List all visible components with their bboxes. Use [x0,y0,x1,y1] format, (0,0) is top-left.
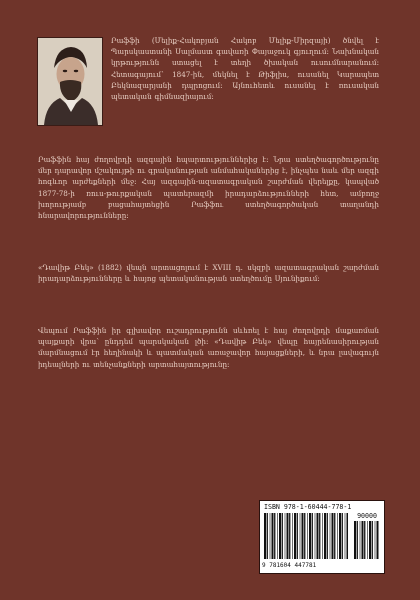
barcode-bar [287,513,289,559]
author-portrait-drawing [38,38,102,125]
barcode-bar [312,513,313,559]
barcode-bar [302,513,304,559]
barcode-bar [292,513,293,559]
barcode-bar [342,513,343,559]
barcode-bar [294,513,296,559]
barcode-bar [337,513,338,559]
barcode-bar [332,513,334,559]
barcode-bar [347,513,349,559]
barcode-bar [272,513,274,559]
barcode-bar [377,521,379,559]
barcode-bar [354,521,356,559]
barcode-bar [315,513,316,559]
novel-summary-paragraph: «Դավիթ Բեկ» (1882) վեպն արտացոլում է XVIII դ. սկզբի ազատագրական շարժման իրադարձությունները և հայոց պետականության ստեղծումը Սյունիքում: [38,263,379,284]
barcode-bar [364,521,365,559]
novel-theme-paragraph: Վեպում Րաֆֆին իր գլխավոր ուշադրությունն սևեռել է հայ ժողովրդի մաքառման պայքարի վրա՝ ընդդեմ պարսկական լծի: «Դավիթ Բեկ» վեպը հայրենասիրության մարմնացում էր հեղինակի և պատմական առաջավոր հայացքների, և նրա լավագույն իդեալների ու տենչանքների արտահայտությունը: [38,326,379,369]
barcode-bar [264,513,266,559]
barcode-bar [304,513,305,559]
ean-digits: 9 781604 447781 [262,562,317,569]
barcode-bar [307,513,308,559]
barcode-bar [375,521,376,559]
barcode-bars [264,513,348,559]
barcode-bar [362,521,364,559]
price-barcode-bars [354,521,380,559]
barcode-bar [277,513,278,559]
barcode-bar [309,513,311,559]
barcode-bar [334,513,335,559]
barcode-bar [297,513,298,559]
barcode-bar [317,513,319,559]
barcode-bar [345,513,346,559]
barcode-bar [319,513,320,559]
barcode-bar [274,513,275,559]
barcode-bar [285,513,286,559]
barcode-bar [282,513,283,559]
barcode-bar [339,513,341,559]
author-portrait [37,37,103,126]
barcode-bar [367,521,368,559]
barcode-bar [369,521,371,559]
barcode-bar [330,513,331,559]
barcode-bar [270,513,271,559]
barcode-bar [279,513,281,559]
barcode-bar [267,513,268,559]
biography-paragraph: Րաֆֆի (Մելիք-Հակոբյան Հակոբ Մելիք-Միրզայի) ծնվել է Պարսկաստանի Սալմաստ գավառի Փայաջուկ գյուղում: Նախնական կրթությունն ստացել է տեղի ծխական ուսումնարանում: Հետագայում՝ 1847-ին, մեկնել է Թիֆլիս, ուսանել Կարապետ Բեկնազարյանի դպրոցում: Այնուհետև ուսանել է ռուսական պետական գիմնազիայում: [111,36,379,102]
barcode-bar [327,513,328,559]
significance-paragraph: Րաֆֆին հայ ժողովրդի ազգային հպարտություններից է: Նրա ստեղծագործությունը մեր դարավոր մշակույթի ու գրականության անմահականերից է, ինչպես նաև մեր ազգի հոգևոր արժեքների մեջ: Հայ ազգային-ազատագրական շարժման վերելքը, կապված 1877-78-ի ռուս-թուրքական պատերազմի իրադարձությունների հետ, ամբողջ խորությամբ բացահայտեցին Րաֆֆու ստեղծագործական տաղանդի հնարավորությունները: [38,155,379,221]
barcode-bar [289,513,290,559]
barcode-bar [322,513,323,559]
barcode-bar [357,521,358,559]
barcode-bar [360,521,361,559]
barcode-bar [324,513,326,559]
barcode-bar [372,521,373,559]
isbn-barcode [259,500,385,574]
price-code: 90000 [357,512,377,520]
isbn-text: ISBN 978-1-60444-778-1 [264,503,352,511]
barcode-bar [300,513,301,559]
